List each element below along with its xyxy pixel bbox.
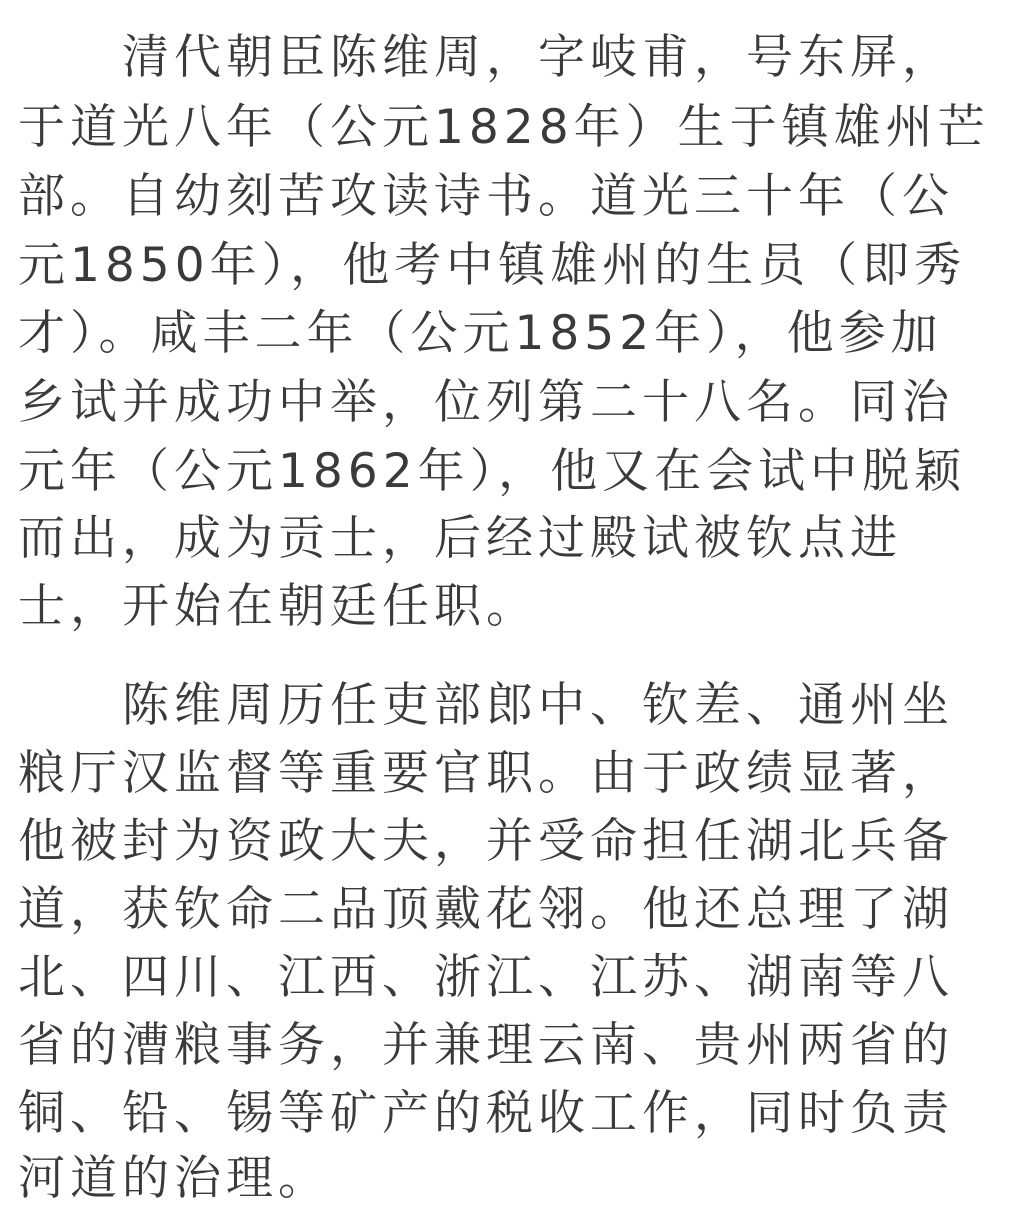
text-line: 于道光八年（公元1828年）生于镇雄州芒 bbox=[18, 100, 990, 155]
text-line: 北、四川、江西、浙江、江苏、湖南等八 bbox=[18, 950, 954, 1005]
text-line: 士，开始在朝廷任职。 bbox=[18, 579, 538, 634]
text-line: 乡试并成功中举，位列第二十八名。同治 bbox=[18, 375, 954, 430]
text-line: 元1850年），他考中镇雄州的生员（即秀 bbox=[18, 238, 967, 293]
text-line: 才）。咸丰二年（公元1852年），他参加 bbox=[18, 306, 943, 361]
text-line: 清代朝臣陈维周，字岐甫，号东屏， bbox=[18, 30, 954, 85]
text-line: 道，获钦命二品顶戴花翎。他还总理了湖 bbox=[18, 882, 954, 937]
text-line: 而出，成为贡士，后经过殿试被钦点进 bbox=[18, 511, 902, 566]
text-line: 陈维周历任吏部郎中、钦差、通州坐 bbox=[18, 678, 954, 733]
text-line: 铜、铅、锡等矿产的税收工作，同时负责 bbox=[18, 1086, 954, 1141]
text-line: 省的漕粮事务，并兼理云南、贵州两省的 bbox=[18, 1018, 954, 1073]
text-line: 他被封为资政大夫，并受命担任湖北兵备 bbox=[18, 814, 954, 869]
text-line: 河道的治理。 bbox=[18, 1151, 330, 1206]
text-line: 元年（公元1862年），他又在会试中脱颖 bbox=[18, 444, 967, 499]
text-line: 部。自幼刻苦攻读诗书。道光三十年（公 bbox=[18, 169, 954, 224]
text-line: 粮厅汉监督等重要官职。由于政绩显著， bbox=[18, 746, 954, 801]
